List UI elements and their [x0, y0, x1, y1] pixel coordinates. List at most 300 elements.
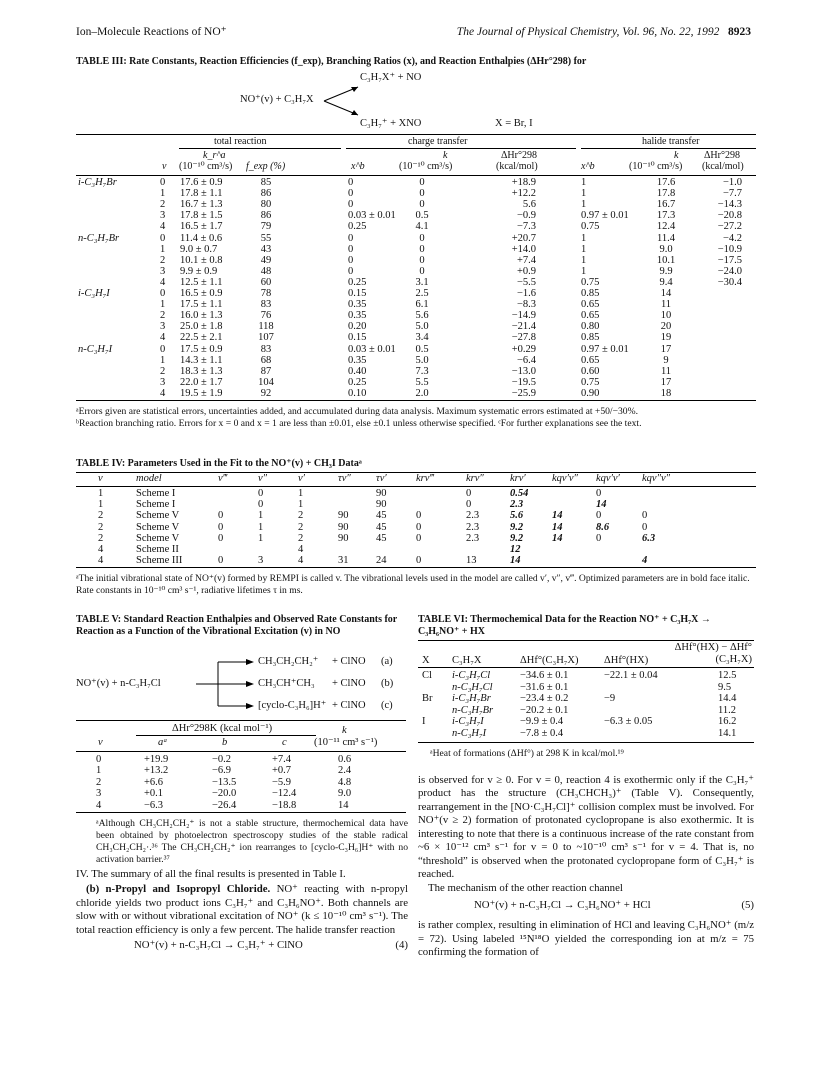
table4-header-cell: model	[136, 473, 162, 484]
table-cell: 4.8	[338, 776, 352, 788]
table-row	[418, 693, 754, 704]
table3-note-a: ᵃErrors given are statistical errors, uncertainties added, and accumulated during data analysis. Maximum systematic errors estimated at +50/−30%.	[76, 406, 638, 417]
right-paragraph-3: is rather complex, resulting in elimination of HCl and leaving C₃H₆NO⁺ (m/z = 72). Using labeled ¹⁵N¹⁸O yielded the corresponding ion at m/z = 75 confirming the formation of	[418, 919, 754, 959]
table-cell: 1	[258, 510, 264, 522]
table-cell: 19.5 ± 1.9	[180, 387, 223, 399]
table-cell: 9.2	[510, 521, 524, 533]
table-cell: 0	[466, 499, 472, 511]
table-cell: 7.3	[415, 365, 429, 377]
table-cell: 0.6	[338, 754, 352, 765]
table-cell: −23.4 ± 0.2	[520, 693, 569, 705]
table-cell: n-C₃H₇Br	[78, 232, 120, 244]
table-cell: 2	[298, 532, 304, 544]
table-cell: 3	[160, 321, 166, 333]
col-dh-units-halide: (kcal/mol)	[702, 161, 744, 172]
table-cell: 17.8 ± 1.1	[180, 188, 223, 200]
equation-4: NO⁺(v) + n-C₃H₇Cl → C₃H₇⁺ + ClNO (4)	[134, 939, 408, 952]
table-cell: 14	[552, 510, 563, 522]
table-cell: +12.2	[511, 188, 536, 200]
table-cell: 0.60	[581, 365, 600, 377]
table-row	[76, 244, 756, 255]
table-cell: 12	[510, 544, 521, 555]
table-row	[76, 344, 756, 355]
table-cell: i-C₃H₇Br	[78, 177, 117, 188]
table-cell: I	[422, 716, 426, 728]
table-cell: +13.2	[144, 765, 169, 777]
col-dh: ΔHr°298	[501, 150, 537, 161]
table-cell: 1	[96, 765, 102, 777]
table-cell: 2	[298, 510, 304, 522]
table-cell: 0.75	[581, 376, 600, 388]
table-cell: 2	[160, 254, 166, 266]
table-cell: 16.7 ± 1.3	[180, 199, 223, 211]
table-cell: 90	[338, 521, 349, 533]
table-cell: 2.5	[415, 288, 429, 299]
table-cell: 1	[581, 199, 587, 211]
table-cell: 0	[160, 232, 166, 244]
table-cell: 17.8 ± 1.5	[180, 210, 223, 222]
table-cell: 1	[160, 188, 166, 200]
table-cell: 0	[596, 488, 602, 499]
table-cell: 25.0 ± 1.8	[180, 321, 223, 333]
table-cell: 0	[596, 532, 602, 544]
table-cell: 0	[419, 188, 425, 200]
table-cell: 90	[376, 499, 387, 511]
table-cell: 0.35	[348, 299, 367, 311]
table-cell: 4	[160, 332, 166, 344]
table-cell: 12.5	[718, 670, 737, 681]
table4-title: TABLE IV: Parameters Used in the Fit to the NO⁺(v) + CH₃I Dataᵃ	[76, 458, 362, 469]
table-cell: −30.4	[717, 276, 742, 288]
table4-header-cell: krv‴	[416, 473, 434, 484]
product-c: [cyclo-C₃H₆]H⁺	[258, 700, 327, 711]
table-cell: 14	[552, 532, 563, 544]
table-row	[76, 355, 756, 366]
table-cell: 45	[376, 521, 387, 533]
table-cell: 16.5 ± 0.9	[180, 288, 223, 299]
table-cell: 87	[260, 365, 272, 377]
table-cell: 2.3	[510, 499, 524, 511]
table-cell: 3	[160, 210, 166, 222]
table4-header-cell: v″	[258, 473, 268, 484]
table-cell: 13	[466, 555, 477, 567]
table-row	[76, 499, 756, 510]
table-cell: 0.97 ± 0.01	[581, 210, 629, 222]
table-cell: 10.1	[656, 254, 676, 266]
table-cell: 9.0	[659, 243, 673, 255]
table-cell: i-C₃H₇I	[452, 716, 484, 728]
table-cell: 14	[552, 521, 563, 533]
table-cell: 18.3 ± 1.3	[180, 365, 223, 377]
table-cell: 5.6	[510, 510, 524, 522]
table-cell: 92	[260, 387, 272, 399]
table-cell: +0.1	[144, 788, 164, 800]
table-cell: 1	[581, 254, 587, 266]
table-cell: 2.3	[466, 521, 480, 533]
table-cell: 118	[258, 321, 274, 333]
table-row	[76, 366, 756, 377]
table-cell: 0	[218, 532, 224, 544]
table-cell: 3	[258, 555, 264, 567]
table-cell: 0.80	[581, 321, 600, 333]
table-cell: −1.0	[722, 177, 742, 188]
table-cell: 0	[642, 510, 648, 522]
table-cell: 0	[218, 521, 224, 533]
table-cell: 2	[160, 199, 166, 211]
table-cell: Scheme V	[136, 532, 180, 544]
table-cell: 1	[298, 488, 304, 499]
table-cell: Scheme V	[136, 521, 180, 533]
table-cell: 4	[160, 387, 166, 399]
table-cell: 14.3 ± 1.1	[180, 354, 223, 366]
table-row	[76, 754, 406, 765]
table5-col-b: b	[222, 737, 228, 748]
table-cell: Scheme I	[136, 488, 176, 499]
table-cell: 0	[596, 510, 602, 522]
table-cell: 86	[260, 188, 272, 200]
table-cell: 4	[642, 555, 648, 567]
table-cell: 0.65	[581, 310, 600, 322]
table3	[76, 134, 756, 401]
table-cell: 4	[160, 221, 166, 233]
table-row	[76, 199, 756, 210]
table-cell: 0.15	[348, 332, 367, 344]
col-dh-halide: ΔHr°298	[704, 150, 740, 161]
table-cell: −6.4	[516, 354, 536, 366]
left-paragraph-1: IV. The summary of all the final results is presented in Table I.	[76, 868, 346, 880]
table-cell: Scheme III	[136, 555, 183, 567]
table-cell: 17	[660, 343, 672, 355]
scheme-top: C₃H₇X⁺ + NO	[360, 72, 422, 83]
table-cell: 9.0 ± 0.7	[180, 243, 218, 255]
table-cell: 1	[160, 299, 166, 311]
table-cell: 4	[298, 544, 304, 555]
group-halide: halide transfer	[642, 136, 700, 147]
table-cell: 0.15	[348, 288, 367, 299]
table-cell: 0	[160, 177, 166, 188]
scheme-branch-arrows	[322, 84, 362, 118]
table4-header-cell: v′	[298, 473, 305, 484]
table6-col-x: X	[422, 655, 430, 666]
table-cell: 0.65	[581, 354, 600, 366]
table-row	[76, 299, 756, 310]
table-cell: Br	[422, 693, 433, 705]
table-cell: −7.7	[722, 188, 742, 200]
table-cell: 9.5	[718, 681, 732, 693]
table-cell: −6.9	[212, 765, 232, 777]
table-cell: 17.3	[656, 210, 676, 222]
table-cell: 1	[581, 265, 587, 277]
table-cell: 60	[260, 276, 272, 288]
table-cell: −5.5	[516, 276, 536, 288]
table-cell: −9	[604, 693, 616, 705]
header-right: The Journal of Physical Chemistry, Vol. 96, No. 22, 1992 8923	[456, 26, 751, 38]
table-cell: 9.2	[510, 532, 524, 544]
table-cell: 6.1	[415, 299, 429, 311]
table-cell: 5.5	[415, 376, 429, 388]
table-cell: −14.3	[717, 199, 742, 211]
table-cell: 3.4	[415, 332, 429, 344]
table3-title: TABLE III: Rate Constants, Reaction Efficiencies (f_exp), Branching Ratios (x), and Reaction Enthalpies (ΔHr°298) for	[76, 56, 587, 67]
table-row	[76, 233, 756, 244]
table-cell: 0.20	[348, 321, 367, 333]
table-cell: 17.5 ± 1.1	[180, 299, 223, 311]
table-cell: 0	[218, 555, 224, 567]
table-cell: 0	[348, 199, 354, 211]
table-cell: 2	[160, 365, 166, 377]
table-row	[76, 377, 756, 388]
left-paragraph-2: (b) n-Propyl and Isopropyl Chloride. NO⁺ reacting with n-propyl chloride yields two product ions C₃H₇⁺ and C₃H₆NO⁺. Both channels are slow with or without vibrational excitation of NO⁺ (k ≤ 10⁻¹⁰ cm³ s⁻¹). The total reaction efficiency is only a few percent. The halide transfer reaction	[76, 883, 408, 936]
table-cell: 48	[260, 265, 272, 277]
table-cell: 45	[376, 532, 387, 544]
table-cell: Scheme V	[136, 510, 180, 522]
table-cell: 0.54	[510, 488, 529, 499]
table-cell: 0	[416, 510, 422, 522]
table-cell: 0.03 ± 0.01	[348, 210, 396, 222]
table-cell: 0	[160, 288, 166, 299]
table-cell: Scheme I	[136, 499, 176, 511]
table-cell: 4	[96, 799, 102, 811]
table4-header-cell: v	[98, 473, 103, 484]
table-cell: −25.9	[511, 387, 536, 399]
table-cell: −20.2 ± 0.1	[520, 704, 569, 716]
table-row	[76, 266, 756, 277]
table-row	[76, 310, 756, 321]
table-cell: 68	[260, 354, 272, 366]
table-row	[76, 321, 756, 332]
table-row	[76, 765, 406, 776]
table-cell: 14	[660, 288, 672, 299]
table-cell: Cl	[422, 670, 432, 681]
table-cell: 0	[348, 232, 354, 244]
product-c-label: (c)	[381, 700, 393, 711]
col-dh-units: (kcal/mol)	[496, 161, 538, 172]
table-cell: 0.75	[581, 221, 600, 233]
table-cell: 2.3	[466, 510, 480, 522]
table-cell: 0.5	[415, 343, 429, 355]
table-cell: 107	[258, 332, 274, 344]
table-cell: 14	[510, 555, 521, 567]
table-cell: 16.5 ± 1.7	[180, 221, 223, 233]
table-cell: +7.4	[272, 754, 292, 765]
table-row	[418, 705, 754, 716]
table5-arrows	[196, 654, 256, 714]
table-cell: i-C₃H₇Cl	[452, 670, 491, 681]
table4-header-cell: kqv′v″	[552, 473, 578, 484]
scheme-x: X = Br, I	[495, 118, 533, 129]
table-cell: 0	[96, 754, 102, 765]
table4-body	[76, 487, 756, 567]
table-cell: 0	[419, 265, 425, 277]
table-row	[76, 388, 756, 399]
table-cell: 0	[258, 488, 264, 499]
table-cell: 9.0	[338, 788, 352, 800]
page-number: 8923	[728, 26, 751, 38]
table-cell: 14.1	[718, 728, 737, 739]
table-cell: 10	[660, 310, 672, 322]
table-cell: −26.4	[212, 799, 237, 811]
table-cell: 17.6	[656, 177, 676, 188]
table-cell: 8.6	[596, 521, 610, 533]
table-cell: 0	[218, 510, 224, 522]
table6-col-dhf-c3h7x: ΔHf°(C₃H₇X)	[520, 655, 579, 666]
table-cell: 11.2	[718, 704, 736, 716]
table-cell: n-C₃H₇I	[78, 343, 113, 355]
table5-note: ᵃAlthough CH₃CH₂CH₂⁺ is not a stable structure, thermochemical data have been obtained by photoelectron spectroscopy studies of the stable radical CH₃CH₂CH₂·.³⁶ The CH₃CH₂CH₂⁺ ion rearranges to [cyclo-C₃H₆]H⁺ with no activation barrier.³⁷	[96, 818, 408, 865]
table4-header-cell: krv′	[510, 473, 526, 484]
table-row	[76, 188, 756, 199]
table-cell: −14.9	[511, 310, 536, 322]
table-cell: 1	[298, 499, 304, 511]
table-cell: −8.3	[516, 299, 536, 311]
table-cell: −6.3 ± 0.05	[604, 716, 653, 728]
table-cell: 12.4	[656, 221, 676, 233]
section-heading: (b) n-Propyl and Isopropyl Chloride.	[86, 883, 271, 896]
table-cell: −10.9	[717, 243, 742, 255]
col-v: v	[162, 161, 167, 172]
col-k-units-halide: (10⁻¹⁰ cm³/s)	[629, 161, 683, 172]
table5-head	[76, 721, 406, 751]
table-cell: 1	[581, 243, 587, 255]
table-cell: n-C₃H₇Cl	[452, 681, 493, 693]
table-cell: −0.9	[516, 210, 536, 222]
table-cell: 0	[348, 177, 354, 188]
col-k-units: (10⁻¹⁰ cm³/s)	[399, 161, 453, 172]
table-cell: 2	[98, 521, 104, 533]
table-cell: 0	[419, 177, 425, 188]
table-row	[76, 255, 756, 266]
table-cell: +20.7	[511, 232, 536, 244]
equation-5: NO⁺(v) + n-C₃H₇Cl → C₃H₆NO⁺ + HCl (5)	[474, 899, 754, 912]
product-b: CH₃CH⁺CH₃	[258, 678, 315, 689]
table-cell: 20	[660, 321, 672, 333]
table-cell: −24.0	[717, 265, 742, 277]
table-cell: 0	[419, 232, 425, 244]
table-cell: −1.6	[516, 288, 536, 299]
table-cell: 0.65	[581, 299, 600, 311]
header-left: Ion–Molecule Reactions of NO⁺	[76, 26, 227, 38]
table-cell: 0.25	[348, 276, 367, 288]
table-cell: 2	[98, 510, 104, 522]
col-k: k	[443, 150, 448, 161]
col-x: x^b	[351, 161, 365, 172]
table-cell: 4	[98, 555, 104, 567]
table-cell: +0.9	[516, 265, 536, 277]
table-cell: 16.2	[718, 716, 737, 728]
table3-body	[76, 176, 756, 400]
table-cell: 0	[416, 532, 422, 544]
table-cell: +14.0	[511, 243, 536, 255]
table-cell: 0	[348, 188, 354, 200]
table-cell: 78	[260, 288, 272, 299]
table5-col-a: aᵃ	[158, 737, 168, 748]
table-row	[418, 716, 754, 727]
table-cell: 19	[660, 332, 672, 344]
table-row	[418, 728, 754, 739]
right-paragraph-2: The mechanism of the other reaction channel	[428, 881, 623, 894]
table-cell: 0.90	[581, 387, 600, 399]
table-cell: 9.9	[659, 265, 673, 277]
table-cell: 2	[96, 776, 102, 788]
table-cell: −13.0	[511, 365, 536, 377]
table-cell: 16.7	[656, 199, 676, 211]
table-cell: 104	[258, 376, 274, 388]
table-cell: 5.6	[522, 199, 536, 211]
table-cell: 9.9 ± 0.9	[180, 265, 218, 277]
table4-note: ᵃThe initial vibrational state of NO⁺(v) formed by REMPI is called v. The vibrational levels used in the model are called v′, v″, v‴. Optimized parameters are in bold face italic. Rate constants in 10⁻¹⁰ cm³ s⁻¹, radiative lifetimes τ in ms.	[76, 573, 750, 596]
product-b-partner: + ClNO	[332, 678, 366, 689]
table-cell: −20.8	[717, 210, 742, 222]
col-x-halide: x^b	[581, 161, 595, 172]
table5-scheme	[76, 654, 406, 714]
table-cell: 0.97 ± 0.01	[581, 343, 629, 355]
table3-note-b: ᵇReaction branching ratio. Errors for x = 0 and x = 1 are less than ±0.01, else ±0.1 unless otherwise specified. ᶜFor further explanations see the text.	[76, 417, 642, 429]
table-cell: 76	[260, 310, 272, 322]
table-cell: 90	[338, 510, 349, 522]
table-cell: +19.9	[144, 754, 169, 765]
table-cell: 0.03 ± 0.01	[348, 343, 396, 355]
left-text	[76, 868, 408, 954]
table5	[76, 720, 406, 813]
table-cell: 2.0	[415, 387, 429, 399]
table-cell: 2.3	[466, 532, 480, 544]
table-row	[76, 177, 756, 188]
table-cell: 1	[258, 521, 264, 533]
table-cell: 1	[160, 243, 166, 255]
table-cell: 17.6 ± 0.9	[180, 177, 223, 188]
table-cell: −9.9 ± 0.4	[520, 716, 564, 728]
table-cell: 2	[298, 521, 304, 533]
table-row	[76, 788, 406, 799]
scheme-left: NO⁺(v) + C₃H₇X	[240, 94, 314, 105]
table-cell: n-C₃H₇I	[452, 728, 487, 739]
table4-header-cell: krv″	[466, 473, 484, 484]
col-fexp: f_exp (%)	[246, 161, 286, 172]
table-cell: −12.4	[272, 788, 297, 800]
table6	[418, 640, 754, 743]
table-cell: −22.1 ± 0.04	[604, 670, 658, 681]
col-kr-units: (10⁻¹⁰ cm³/s)	[179, 161, 233, 172]
table-cell: 22.0 ± 1.7	[180, 376, 223, 388]
table-cell: 55	[260, 232, 272, 244]
table-cell: 85	[260, 177, 272, 188]
table-cell: −19.5	[511, 376, 536, 388]
table-cell: −13.5	[212, 776, 237, 788]
product-b-label: (b)	[381, 678, 394, 689]
group-total: total reaction	[214, 136, 267, 147]
table-cell: 90	[338, 532, 349, 544]
table-cell: 83	[260, 299, 272, 311]
table6-body	[418, 668, 754, 742]
table5-body	[76, 752, 406, 812]
table-row	[76, 288, 756, 299]
table4-header-cell: kqv″v″	[642, 473, 670, 484]
product-a-partner: + ClNO	[332, 656, 366, 667]
table-cell: 14.4	[718, 693, 737, 705]
table-cell: 86	[260, 210, 272, 222]
table-cell: −5.9	[272, 776, 292, 788]
table-cell: 80	[260, 199, 272, 211]
table-cell: 5.0	[415, 321, 429, 333]
table-cell: 14	[338, 799, 349, 811]
table-cell: 0	[416, 521, 422, 533]
table-cell: 0	[416, 555, 422, 567]
table-cell: 2.4	[338, 765, 352, 777]
table-cell: 0	[419, 243, 425, 255]
table-cell: 0.75	[581, 276, 600, 288]
table-cell: 11	[660, 365, 672, 377]
table-cell: n-C₃H₇Br	[452, 704, 494, 716]
